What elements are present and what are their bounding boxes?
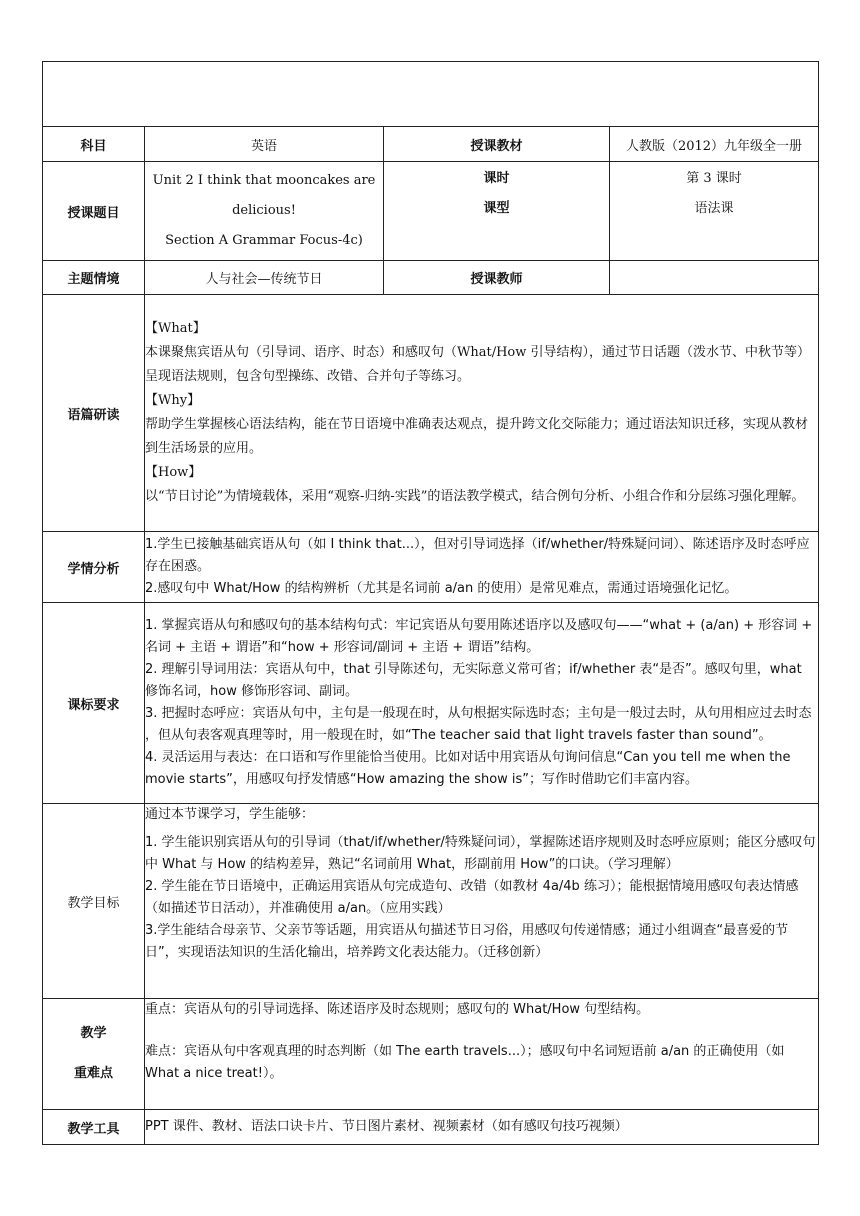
standards-item-4: 4. 灵活运用与表达：在口语和写作里能恰当使用。比如对话中用宾语从句询问信息“Can you tell me when the movie starts”，用感叹句抒发情感“How amazing the show is”；写作时借助它们丰富内容。 — [145, 750, 791, 787]
textbook-value: 人教版（2012）九年级全一册 — [610, 127, 819, 162]
keypoints-label — [43, 999, 145, 1110]
objectives-item-2: 2. 学生能在节日语境中，正确运用宾语从句完成造句、改错（如教材 4a/4b 练习）；能根据情境用感叹句表达情感（如描述节日活动），并准确使用 a/an。（应用实践） — [145, 879, 799, 916]
analysis-item-1: 1.学生已接触基础宾语从句（如 I think that...），但对引导词选择（if/whether/特殊疑问词）、陈述语序及时态呼应存在困惑。 — [145, 537, 810, 574]
topic-value — [145, 162, 384, 261]
objectives-intro: 通过本节课学习，学生能够： — [145, 807, 315, 822]
objectives-row — [43, 804, 819, 999]
standards-item-1: 1. 掌握宾语从句和感叹句的基本结构句式：牢记宾语从句要用陈述语序以及感叹句——“what + (a/an) + 形容词 + 名词 + 主语 + 谓语”和“how + 形容词/副词 + 主语 + 谓语”结构。 — [145, 618, 813, 655]
tools-row — [43, 1110, 819, 1145]
blank-header-cell — [43, 62, 819, 127]
objectives-label: 教学目标 — [43, 804, 145, 999]
key-point: 重点：宾语从句的引导词选择、陈述语序及时态规则；感叹句的 What/How 句型结构。 — [145, 1002, 650, 1017]
topic-line-2: delicious! — [232, 203, 296, 218]
theme-label: 主题情境 — [43, 261, 145, 295]
standards-item-2: 2. 理解引导词用法：宾语从句中，that 引导陈述句，无实际意义常可省；if/whether 表“是否”。感叹句里，what 修饰名词，how 修饰形容词、副词。 — [145, 662, 802, 699]
period-type-values — [610, 162, 819, 261]
topic-label: 授课题目 — [43, 162, 145, 261]
tools-label: 教学工具 — [43, 1110, 145, 1145]
analysis-content — [145, 532, 819, 603]
why-text: 帮助学生掌握核心语法结构，能在节日语境中准确表达观点，提升跨文化交际能力；通过语法知识迁移，实现从教材到生活场景的应用。 — [145, 417, 809, 456]
how-tag: 【How】 — [145, 465, 202, 480]
theme-value: 人与社会—传统节日 — [145, 261, 384, 295]
subject-row — [43, 127, 819, 162]
reading-content — [145, 295, 819, 532]
lesson-plan-table — [42, 61, 819, 1145]
standards-label: 课标要求 — [43, 603, 145, 804]
blank-header-row — [43, 62, 819, 127]
type-value: 语法课 — [694, 201, 734, 216]
analysis-item-2: 2.感叹句中 What/How 的结构辨析（尤其是名词前 a/an 的使用）是常见难点，需通过语境强化记忆。 — [145, 581, 738, 596]
topic-row — [43, 162, 819, 261]
objectives-item-3: 3.学生能结合母亲节、父亲节等话题，用宾语从句描述节日习俗，用感叹句传递情感；通过小组调查“最喜爱的节日”，实现语法知识的生活化输出，培养跨文化表达能力。（迁移创新） — [145, 923, 789, 960]
objectives-content — [145, 804, 819, 999]
textbook-label: 授课教材 — [384, 127, 610, 162]
period-value: 第 3 课时 — [686, 171, 742, 186]
standards-item-3: 3. 把握时态呼应：宾语从句中，主句是一般现在时，从句根据实际选时态；主句是一般过去时，从句用相应过去时态 ，但从句表客观真理等时，用一般现在时，如“The teacher said that light travels faster than sound”。 — [145, 706, 812, 743]
keypoints-row — [43, 999, 819, 1110]
objectives-item-1: 1. 学生能识别宾语从句的引导词（that/if/whether/特殊疑问词），掌握陈述语序规则及时态呼应原则；能区分感叹句中 What 与 How 的结构差异，熟记“名词前用 What，形副前用 How”的口诀。（学习理解） — [145, 835, 816, 872]
what-text: 本课聚焦宾语从句（引导词、语序、时态）和感叹句（What/How 引导结构），通过节日话题（泼水节、中秋节等）呈现语法规则，包含句型操练、改错、合并句子等练习。 — [145, 345, 811, 384]
teacher-value — [610, 261, 819, 295]
difficult-point: 难点：宾语从句中客观真理的时态判断（如 The earth travels...）；感叹句中名词短语前 a/an 的正确使用（如 What a nice treat!）。 — [145, 1044, 785, 1081]
analysis-label: 学情分析 — [43, 532, 145, 603]
topic-line-1: Unit 2 I think that mooncakes are — [152, 173, 376, 188]
how-text: 以“节日讨论”为情境载体，采用“观察-归纳-实践”的语法教学模式，结合例句分析、小组合作和分层练习强化理解。 — [145, 489, 805, 504]
reading-label: 语篇研读 — [43, 295, 145, 532]
keypoints-label-line-2: 重难点 — [73, 1066, 113, 1081]
topic-line-3: Section A Grammar Focus-4c) — [165, 233, 363, 248]
subject-value: 英语 — [145, 127, 384, 162]
why-tag: 【Why】 — [145, 393, 201, 408]
keypoints-content — [145, 999, 819, 1110]
standards-content — [145, 603, 819, 804]
theme-row — [43, 261, 819, 295]
teacher-label: 授课教师 — [384, 261, 610, 295]
analysis-row — [43, 532, 819, 603]
keypoints-label-line-1: 教学 — [80, 1026, 107, 1041]
reading-row — [43, 295, 819, 532]
what-tag: 【What】 — [145, 321, 206, 336]
subject-label: 科目 — [43, 127, 145, 162]
period-label: 课时 — [483, 171, 510, 186]
period-type-labels — [384, 162, 610, 261]
tools-value: PPT 课件、教材、语法口诀卡片、节日图片素材、视频素材（如有感叹句技巧视频） — [145, 1110, 819, 1145]
standards-row — [43, 603, 819, 804]
type-label: 课型 — [483, 201, 510, 216]
